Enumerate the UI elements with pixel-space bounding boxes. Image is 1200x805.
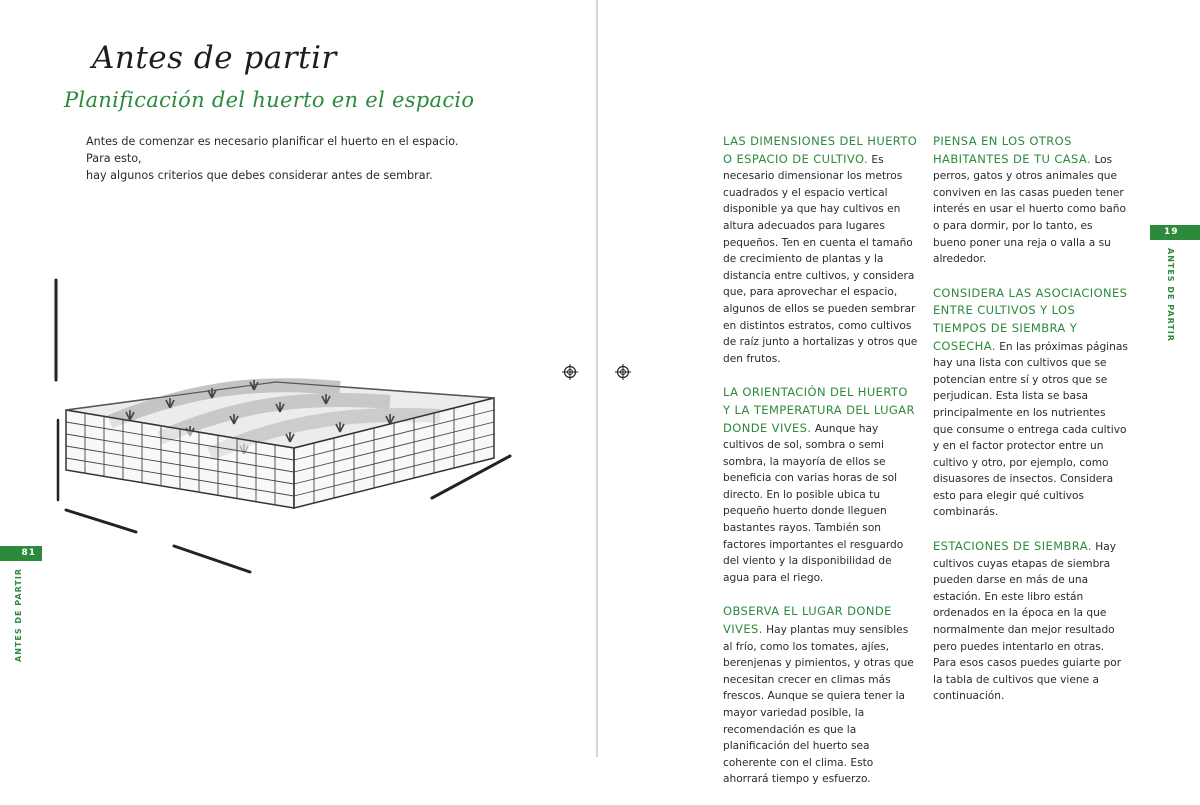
paragraph-observa <box>723 603 918 788</box>
paragraph-heading: OBSERVA EL LUGAR DONDE VIVES. <box>723 604 892 637</box>
paragraph-asociaciones <box>933 285 1128 521</box>
paragraph-estaciones <box>933 538 1128 705</box>
paragraph-dimensiones <box>723 133 918 367</box>
paragraph-body: Hay cultivos cuyas etapas de siembra pueden darse en más de una estación. En este libro están ordenados en la época en la que normalmente dan mejor resultado pero puedes intentarlo en otras. Para esos casos puedes guiarte por la tabla de cultivos que viene a continuación. <box>933 541 1122 703</box>
page-subtitle: Planificación del huerto en el espacio <box>64 88 475 112</box>
paragraph-body: Hay plantas muy sensibles al frío, como los tomates, ajíes, berenjenas y pimientos, y otras que necesitan crecer en climas más frescos. Aunque se quiera tener la mayor variedad posible, la recomendación es que la planificación del huerto sea coherente con el clima. Esto ahorrará tiempo y esfuerzo. <box>723 624 914 786</box>
registration-mark-icon <box>615 364 631 380</box>
paragraph-body: Aunque hay cultivos de sol, sombra o semi sombra, la mayoría de ellos se beneficia con varias horas de sol directo. En lo posible ubica tu pequeño huerto donde lleguen bastantes rayos. También son factores importantes el resguardo del viento y la disponibilidad de agua para el riego. <box>723 422 904 584</box>
section-label: ANTES DE PARTIR <box>14 568 23 662</box>
paragraph-body: Los perros, gatos y otros animales que conviven en las casas pueden tener interés en usar el huerto como baño o para dormir, por lo tanto, es bueno poner una reja o valla a su alrededor. <box>933 153 1126 266</box>
page-title: Antes de partir <box>92 40 337 76</box>
paragraph-heading: ESTACIONES DE SIEMBRA. <box>933 539 1092 554</box>
section-label-right: ANTES DE PARTIR <box>1166 248 1175 342</box>
page-number-tab-right: 19 <box>1150 225 1200 240</box>
paragraph-heading: CONSIDERA LAS ASOCIACIONES ENTRE CULTIVOS Y LOS TIEMPOS DE SIEMBRA Y COSECHA. <box>933 285 1128 353</box>
intro-text <box>86 133 486 184</box>
registration-mark-icon <box>562 364 578 380</box>
paragraph-orientacion <box>723 384 918 586</box>
intro-line-2: hay algunos criterios que debes considerar antes de sembrar. <box>86 169 433 182</box>
paragraph-heading: LAS DIMENSIONES DEL HUERTO O ESPACIO DE CULTIVO. <box>723 134 918 166</box>
paragraph-habitantes <box>933 133 1128 268</box>
text-column-1 <box>723 133 918 805</box>
paragraph-heading: LA ORIENTACIÓN DEL HUERTO Y LA TEMPERATURA DEL LUGAR DONDE VIVES. <box>723 385 915 435</box>
paragraph-heading: PIENSA EN LOS OTROS HABITANTES DE TU CASA. <box>933 134 1092 166</box>
left-page <box>0 0 597 757</box>
paragraph-body: Es necesario dimensionar los metros cuadrados y el espacio vertical disponible ya que hay cultivos en altura adecuados para lugares pequeños. Ten en cuenta el tamaño de crecimiento de plantas y la distancia entre cultivos, y considera que, para aprovechar el espacio, algunos de ellos se pueden sembrar en distintos estratos, como cultivos de raíz junto a hortalizas y otros que den frutos. <box>723 153 918 365</box>
page-number-tab: 81 <box>0 546 42 561</box>
text-column-2 <box>933 133 1128 722</box>
intro-line-1: Antes de comenzar es necesario planificar el huerto en el espacio. Para esto, <box>86 135 459 165</box>
garden-bed-illustration <box>40 270 520 590</box>
paragraph-body: En las próximas páginas hay una lista con cultivos que se potencian entre sí y otros que se perjudican. Esta lista se basa principalmente en los nutrientes que consume o entrega cada cultivo y en el factor protector entre un cultivo y otro, por ejemplo, como disuasores de insectos. Considera esto para elegir qué cultivos combinarás. <box>933 340 1128 519</box>
